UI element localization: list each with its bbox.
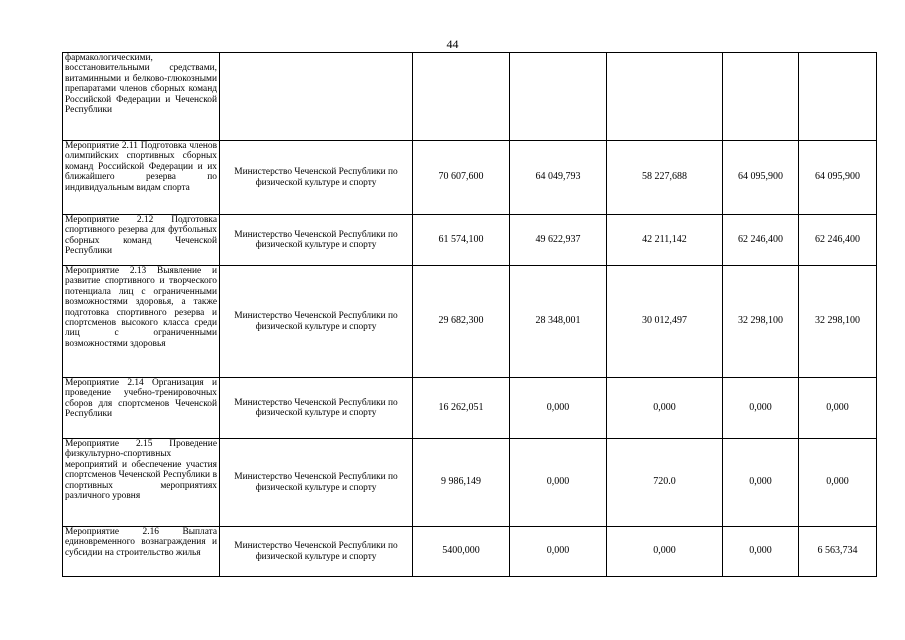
value-cell: 16 262,051 bbox=[413, 378, 510, 439]
executor-cell: Министерство Чеченской Республики по физической культуре и спорту bbox=[220, 266, 413, 378]
activity-cell bbox=[63, 141, 220, 215]
value-cell: 30 012,497 bbox=[607, 266, 723, 378]
value-cell: 5400,000 bbox=[413, 527, 510, 577]
executor-cell bbox=[220, 53, 413, 141]
value-cell: 0,000 bbox=[723, 378, 799, 439]
value-cell: 0,000 bbox=[607, 527, 723, 577]
value-cell: 0,000 bbox=[510, 527, 607, 577]
value-cell bbox=[799, 53, 877, 141]
activity-text: Мероприятие 2.12 Подготовка спортивного резерва для футбольных сборных команд Чеченской Республики bbox=[65, 215, 217, 257]
value-cell: 0,000 bbox=[799, 378, 877, 439]
value-cell: 0,000 bbox=[723, 439, 799, 527]
value-cell: 6 563,734 bbox=[799, 527, 877, 577]
value-cell bbox=[510, 53, 607, 141]
value-cell: 61 574,100 bbox=[413, 215, 510, 266]
activity-cell bbox=[63, 527, 220, 577]
value-cell: 0,000 bbox=[607, 378, 723, 439]
budget-table bbox=[62, 52, 877, 577]
value-cell: 62 246,400 bbox=[723, 215, 799, 266]
value-cell: 0,000 bbox=[723, 527, 799, 577]
activity-cell bbox=[63, 53, 220, 141]
value-cell: 9 986,149 bbox=[413, 439, 510, 527]
value-cell: 49 622,937 bbox=[510, 215, 607, 266]
table-row bbox=[63, 378, 877, 439]
executor-cell: Министерство Чеченской Республики по физической культуре и спорту bbox=[220, 141, 413, 215]
page-number: 44 bbox=[446, 37, 459, 51]
value-cell bbox=[607, 53, 723, 141]
activity-text: Мероприятие 2.13 Выявление и развитие спортивного и творческого потенциала лиц с ограниченными возможностями здоровья, а также подготовка спортивного резерва и спортсменов высокого класса среди лиц с ограниченными возможностями здоровья bbox=[65, 266, 217, 349]
table-row bbox=[63, 215, 877, 266]
value-cell: 42 211,142 bbox=[607, 215, 723, 266]
value-cell: 0,000 bbox=[799, 439, 877, 527]
value-cell: 0,000 bbox=[510, 378, 607, 439]
activity-text: Мероприятие 2.14 Организация и проведение учебно-тренировочных сборов для спортсменов Чеченской Республики bbox=[65, 378, 217, 420]
value-cell: 58 227,688 bbox=[607, 141, 723, 215]
table-row bbox=[63, 266, 877, 378]
activity-cell bbox=[63, 266, 220, 378]
table-row bbox=[63, 141, 877, 215]
table-row bbox=[63, 439, 877, 527]
value-cell: 62 246,400 bbox=[799, 215, 877, 266]
activity-cell bbox=[63, 378, 220, 439]
table-row bbox=[63, 53, 877, 141]
value-cell: 32 298,100 bbox=[723, 266, 799, 378]
value-cell: 720.0 bbox=[607, 439, 723, 527]
value-cell bbox=[413, 53, 510, 141]
value-cell: 0,000 bbox=[510, 439, 607, 527]
executor-cell: Министерство Чеченской Республики по физической культуре и спорту bbox=[220, 439, 413, 527]
table-row bbox=[63, 527, 877, 577]
value-cell: 32 298,100 bbox=[799, 266, 877, 378]
value-cell: 29 682,300 bbox=[413, 266, 510, 378]
activity-text: Мероприятие 2.16 Выплата единовременного вознаграждения и субсидии на строительство жилья bbox=[65, 527, 217, 558]
value-cell: 70 607,600 bbox=[413, 141, 510, 215]
executor-cell: Министерство Чеченской Республики по физической культуре и спорту bbox=[220, 378, 413, 439]
activity-cell bbox=[63, 439, 220, 527]
activity-text: Мероприятие 2.11 Подготовка членов олимпийских спортивных сборных команд Российской Федерации и их ближайшего резерва по индивидуальным видам спорта bbox=[65, 141, 217, 193]
value-cell: 64 095,900 bbox=[723, 141, 799, 215]
value-cell: 64 049,793 bbox=[510, 141, 607, 215]
value-cell: 64 095,900 bbox=[799, 141, 877, 215]
activity-text: Мероприятие 2.15 Проведение физкультурно-спортивных мероприятий и обеспечение участия спортсменов Чеченской Республики в спортивных мероприятиях различного уровня bbox=[65, 439, 217, 502]
activity-cell bbox=[63, 215, 220, 266]
value-cell: 28 348,001 bbox=[510, 266, 607, 378]
executor-cell: Министерство Чеченской Республики по физической культуре и спорту bbox=[220, 527, 413, 577]
executor-cell: Министерство Чеченской Республики по физической культуре и спорту bbox=[220, 215, 413, 266]
activity-text: фармакологическими, восстановительными средствами, витаминными и белково-глюкозными препаратами членов сборных команд Российской Федерации и Чеченской Республики bbox=[65, 53, 217, 116]
value-cell bbox=[723, 53, 799, 141]
